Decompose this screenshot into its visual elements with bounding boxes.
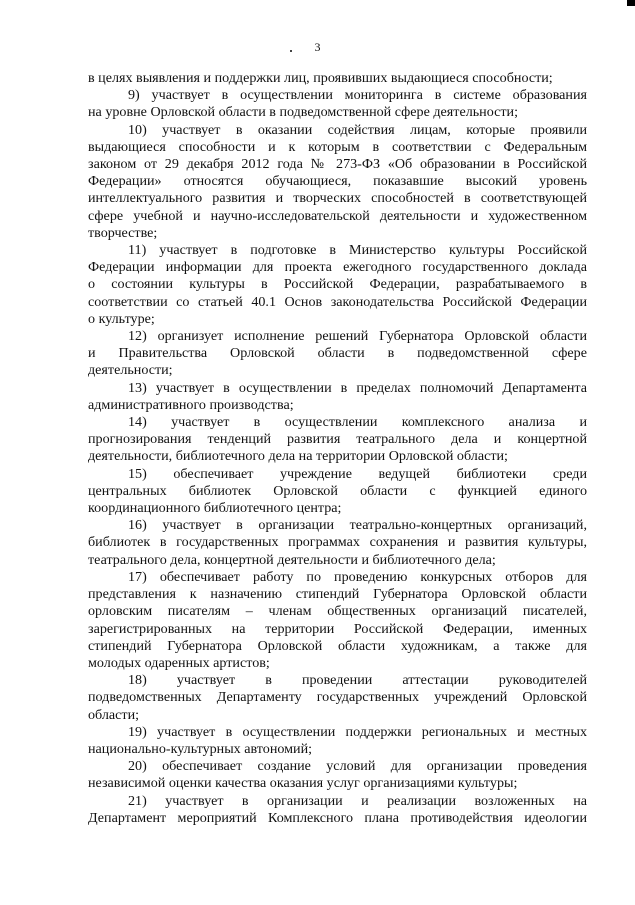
text-line: 16) участвует в организации театрально-концертных организаций, xyxy=(128,517,587,534)
text-line: 19) участвует в осуществлении поддержки региональных и местных xyxy=(128,723,587,740)
text-line: зарегистрированных на территории Российской Федерации, именных xyxy=(88,620,587,637)
text-line: области; xyxy=(88,706,140,723)
text-line: подведомственных Департаменту государственных учреждений Орловской xyxy=(88,689,587,706)
text-line: прогнозирования тенденций развития театрального дела и концертной xyxy=(88,431,587,448)
text-line: деятельности, библиотечного дела на территории Орловской области; xyxy=(88,448,508,465)
corner-scan-mark xyxy=(627,0,635,6)
text-line: административного производства; xyxy=(88,396,294,413)
text-line: Федерации информации для проекта ежегодного государственного доклада xyxy=(88,259,587,276)
text-line: законом от 29 декабря 2012 года № 273-ФЗ «Об образовании в Российской xyxy=(88,156,587,173)
text-line: орловским писателям – членам общественных организаций писателей, xyxy=(88,603,587,620)
text-line: 9) участвует в осуществлении мониторинга в системе образования xyxy=(128,87,587,104)
text-line: соответствии со статьей 40.1 Основ законодательства Российской Федерации xyxy=(88,293,587,310)
text-line: Федерации» относятся обучающиеся, показавшие высокий уровень xyxy=(88,173,587,190)
text-line: сфере учебной и научно-исследовательской деятельности и художественном xyxy=(88,207,587,224)
text-line: библиотек в государственных программах сохранения и развития культуры, xyxy=(88,534,587,551)
text-line: 10) участвует в оказании содействия лицам, которые проявили xyxy=(128,121,587,138)
text-line: молодых одаренных артистов; xyxy=(88,654,270,671)
text-line: деятельности; xyxy=(88,362,173,379)
text-line: центральных библиотек Орловской области с функцией единого xyxy=(88,482,587,499)
text-line: театрального дела, концертной деятельности и библиотечного дела; xyxy=(88,551,496,568)
text-line: творчестве; xyxy=(88,224,158,241)
text-line: 15) обеспечивает учреждение ведущей библиотеки среди xyxy=(128,465,587,482)
text-line: и Правительства Орловской области в подведомственной сфере xyxy=(88,345,587,362)
text-line: о состоянии культуры в Российской Федерации, разрабатываемого в xyxy=(88,276,587,293)
text-line: независимой оценки качества оказания услуг организациями культуры; xyxy=(88,775,518,792)
text-line: интеллектуального развития и творческих способностей в соответствующей xyxy=(88,190,587,207)
text-line: 18) участвует в проведении аттестации руководителей xyxy=(128,672,587,689)
text-line: представления к назначению стипендий Губернатора Орловской области xyxy=(88,586,587,603)
text-line: на уровне Орловской области в подведомственной сфере деятельности; xyxy=(88,104,518,121)
text-line: национально-культурных автономий; xyxy=(88,740,313,757)
text-line: 20) обеспечивает создание условий для организации проведения xyxy=(128,758,587,775)
text-line: выдающиеся способности и к которым в соответствии с Федеральным xyxy=(88,138,587,155)
text-line: 12) организует исполнение решений Губернатора Орловской области xyxy=(128,328,587,345)
document-body xyxy=(88,70,587,827)
text-line: 13) участвует в осуществлении в пределах полномочий Департамента xyxy=(128,379,587,396)
text-line: координационного библиотечного центра; xyxy=(88,500,342,517)
text-line: 11) участвует в подготовке в Министерство культуры Российской xyxy=(128,242,587,259)
page-number: 3 xyxy=(314,40,321,54)
text-line: 17) обеспечивает работу по проведению конкурсных отборов для xyxy=(128,568,587,585)
text-line: Департамент мероприятий Комплексного плана противодействия идеологии xyxy=(88,809,587,826)
text-line: 14) участвует в осуществлении комплексного анализа и xyxy=(128,414,587,431)
text-line: стипендий Губернатора Орловской области художникам, а также для xyxy=(88,637,587,654)
text-line: о культуре; xyxy=(88,310,155,327)
text-line: в целях выявления и поддержки лиц, проявивших выдающиеся способности; xyxy=(88,70,553,86)
text-line: 21) участвует в организации и реализации возложенных на xyxy=(128,792,587,809)
